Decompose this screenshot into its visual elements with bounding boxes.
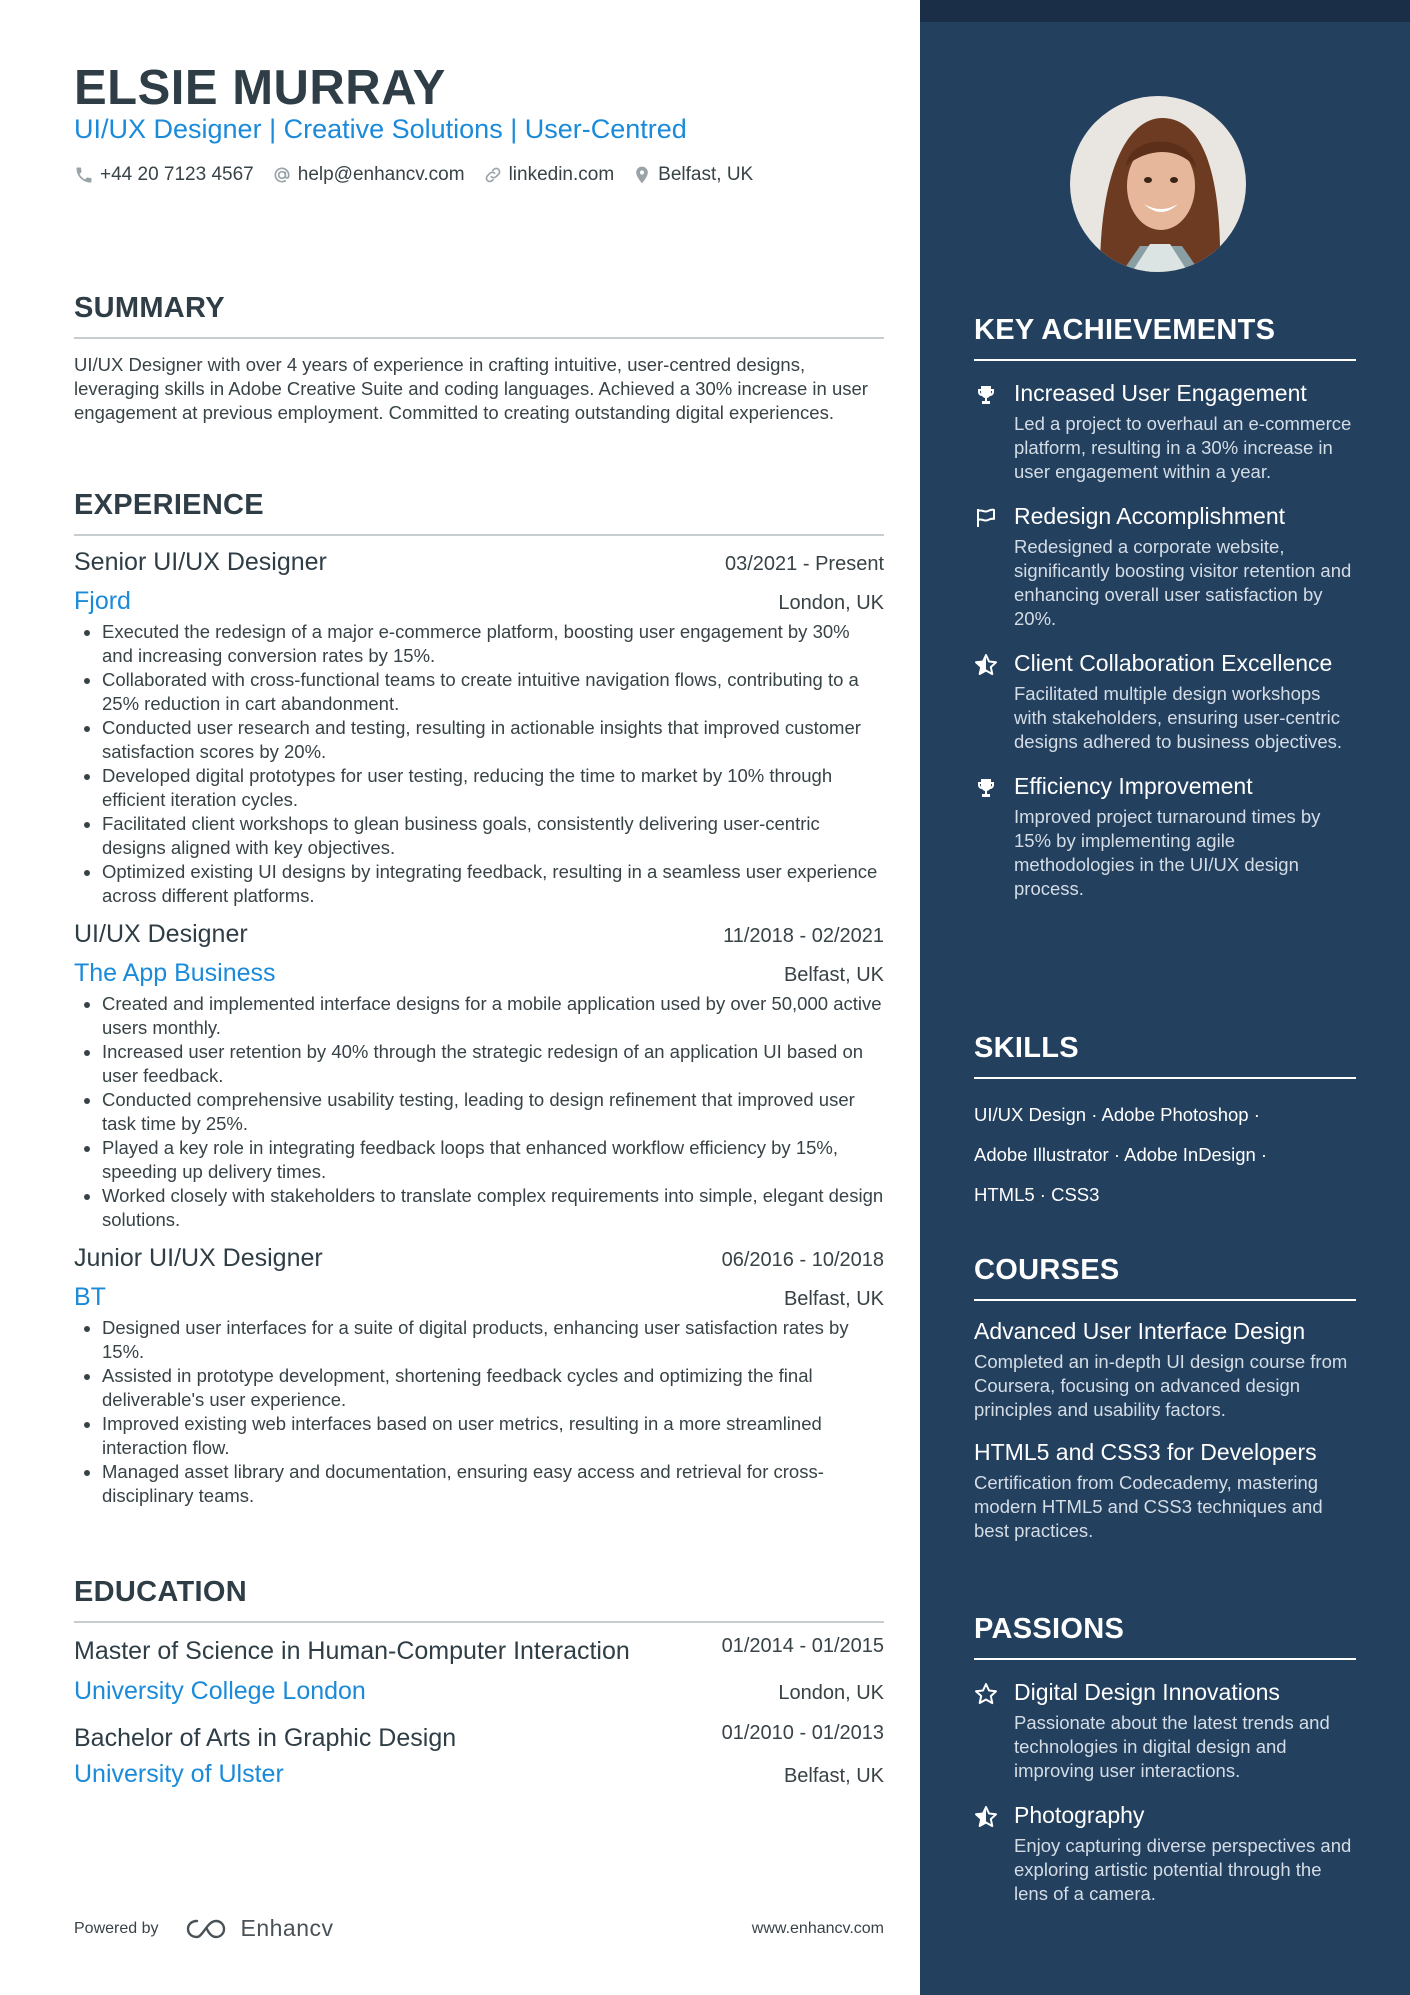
job-company: The App Business: [74, 959, 276, 987]
at-icon: [272, 165, 292, 185]
achievement-item: [974, 772, 1356, 901]
contact-location: [632, 164, 753, 186]
school-location: London, UK: [778, 1682, 884, 1704]
job-entry: [74, 1244, 884, 1508]
passion-item: [974, 1801, 1356, 1906]
job-location: Belfast, UK: [783, 1288, 884, 1310]
contact-bar: [74, 164, 753, 186]
education-entry: [74, 1722, 884, 1789]
profile-photo: [1070, 96, 1246, 272]
courses-title: COURSES: [974, 1254, 1356, 1301]
passion-desc: Enjoy capturing diverse perspectives and exploring artistic potential through the lens of a camera.: [1014, 1835, 1352, 1904]
phone-icon: [74, 165, 94, 185]
achievement-desc: Redesigned a corporate website, significantly boosting visitor retention and enhancing overall user satisfaction by 20%.: [1014, 536, 1352, 629]
courses-section: [974, 1254, 1356, 1543]
linkedin-text: linkedin.com: [508, 164, 615, 185]
school-location: Belfast, UK: [783, 1765, 884, 1787]
job-location: London, UK: [778, 592, 884, 614]
education-title: EDUCATION: [74, 1576, 884, 1623]
job-title: Senior UI/UX Designer: [74, 548, 327, 576]
summary-title: SUMMARY: [74, 292, 884, 339]
trophy-icon: [974, 776, 998, 800]
skills-section: [974, 1032, 1356, 1215]
flag-icon: [974, 506, 998, 530]
trophy-icon: [974, 383, 998, 407]
footer: [74, 1915, 884, 1942]
achievement-item: [974, 379, 1356, 484]
achievement-desc: Led a project to overhaul an e-commerce platform, resulting in a 30% increase in user engagement within a year.: [1014, 413, 1352, 482]
course-item: [974, 1438, 1356, 1543]
contact-linkedin[interactable]: [483, 164, 615, 186]
powered-by: [74, 1915, 334, 1942]
phone-text: +44 20 7123 4567: [100, 164, 254, 185]
enhancv-logo[interactable]: [185, 1915, 334, 1942]
website-link[interactable]: www.enhancv.com: [751, 1919, 884, 1937]
course-desc: Certification from Codecademy, mastering modern HTML5 and CSS3 techniques and best practices.: [974, 1472, 1323, 1541]
bullet-item: • Optimized existing UI designs by integrating feedback, resulting in a seamless user experience across different platforms.: [102, 860, 884, 908]
job-date: 03/2021 - Present: [725, 553, 884, 575]
bullet-item: • Increased user retention by 40% through the strategic redesign of an application UI based on user feedback.: [102, 1040, 884, 1088]
education-date: 01/2014 - 01/2015: [721, 1635, 884, 1657]
contact-email[interactable]: [272, 164, 465, 186]
achievement-item: [974, 502, 1356, 631]
course-title: Advanced User Interface Design: [974, 1318, 1306, 1344]
powered-by-label: Powered by: [74, 1919, 159, 1937]
headline: UI/UX Designer | Creative Solutions | User-Centred: [74, 114, 687, 144]
achievements-title: KEY ACHIEVEMENTS: [974, 314, 1356, 361]
bullet-item: • Facilitated client workshops to glean business goals, consistently delivering user-centric designs aligned with key objectives.: [102, 812, 884, 860]
star-half-icon: [974, 653, 998, 677]
bullet-item: • Executed the redesign of a major e-commerce platform, boosting user engagement by 30% and increasing conversion rates by 15%.: [102, 620, 884, 668]
bullet-item: • Managed asset library and documentation, ensuring easy access and retrieval for cross-disciplinary teams.: [102, 1460, 884, 1508]
achievement-title: Efficiency Improvement: [1014, 773, 1253, 799]
job-bullets: [74, 620, 884, 908]
passion-title: Digital Design Innovations: [1014, 1679, 1280, 1705]
email-text: help@enhancv.com: [297, 164, 465, 185]
contact-phone[interactable]: [74, 164, 254, 186]
bullet-item: • Conducted comprehensive usability testing, leading to design refinement that improved user task time by 25%.: [102, 1088, 884, 1136]
bullet-item: • Collaborated with cross-functional teams to create intuitive navigation flows, contributing to a 25% reduction in cart abandonment.: [102, 668, 884, 716]
portrait-image: [1070, 96, 1246, 272]
passion-desc: Passionate about the latest trends and technologies in digital design and improving user interactions.: [1014, 1712, 1330, 1781]
achievement-title: Client Collaboration Excellence: [1014, 650, 1333, 676]
bullet-item: • Created and implemented interface designs for a mobile application used by over 50,000 active users monthly.: [102, 992, 884, 1040]
summary-section: [74, 292, 884, 425]
bullet-item: • Developed digital prototypes for user testing, reducing the time to market by 10% through efficient iteration cycles.: [102, 764, 884, 812]
achievement-title: Redesign Accomplishment: [1014, 503, 1286, 529]
course-title: HTML5 and CSS3 for Developers: [974, 1439, 1317, 1465]
sidebar: [920, 0, 1410, 1995]
star-half-icon: [974, 1805, 998, 1829]
job-date: 06/2016 - 10/2018: [721, 1249, 884, 1271]
star-outline-icon: [974, 1682, 998, 1706]
job-title: UI/UX Designer: [74, 920, 248, 948]
school-name: University of Ulster: [74, 1760, 284, 1788]
summary-text: UI/UX Designer with over 4 years of experience in crafting intuitive, user-centred designs, leveraging skills in Adobe Creative Suite and coding languages. Achieved a 30% increase in user engagement at previous employment. Committed to creating outstanding digital experiences.: [74, 354, 868, 423]
bullet-item: • Worked closely with stakeholders to translate complex requirements into simple, elegant design solutions.: [102, 1184, 884, 1232]
job-location: Belfast, UK: [783, 964, 884, 986]
course-desc: Completed an in-depth UI design course from Coursera, focusing on advanced design principles and usability factors.: [974, 1351, 1348, 1420]
achievement-title: Increased User Engagement: [1014, 380, 1307, 406]
passion-title: Photography: [1014, 1802, 1145, 1828]
job-entry: [74, 920, 884, 1232]
link-icon: [483, 165, 503, 185]
degree-title: Master of Science in Human-Computer Interaction: [74, 1637, 630, 1665]
candidate-name: ELSIE MURRAY: [74, 61, 446, 115]
degree-title: Bachelor of Arts in Graphic Design: [74, 1724, 457, 1752]
education-section: [74, 1576, 884, 1789]
passions-section: [974, 1613, 1356, 1906]
job-bullets: [74, 1316, 884, 1508]
experience-title: EXPERIENCE: [74, 489, 884, 536]
school-name: University College London: [74, 1677, 366, 1705]
passion-item: [974, 1678, 1356, 1783]
job-company: BT: [74, 1283, 106, 1311]
passions-title: PASSIONS: [974, 1613, 1356, 1660]
achievements-section: [974, 314, 1356, 901]
job-company: Fjord: [74, 587, 131, 615]
experience-section: [74, 489, 884, 1508]
achievement-item: [974, 649, 1356, 754]
job-title: Junior UI/UX Designer: [74, 1244, 323, 1272]
bullet-item: • Assisted in prototype development, shortening feedback cycles and optimizing the final deliverable's user experience.: [102, 1364, 884, 1412]
bullet-item: • Conducted user research and testing, resulting in actionable insights that improved customer satisfaction scores by 20%.: [102, 716, 884, 764]
education-date: 01/2010 - 01/2013: [721, 1722, 884, 1744]
achievement-desc: Improved project turnaround times by 15% by implementing agile methodologies in the UI/UX design process.: [1014, 806, 1321, 899]
job-entry: [74, 548, 884, 908]
skills-list: UI/UX Design · Adobe Photoshop · Adobe Illustrator · Adobe InDesign · HTML5 · CSS3: [974, 1104, 1268, 1205]
course-item: [974, 1317, 1356, 1422]
achievement-desc: Facilitated multiple design workshops with stakeholders, ensuring user-centric designs adhered to business objectives.: [1014, 683, 1343, 752]
infinity-logo-icon: [185, 1917, 231, 1941]
location-pin-icon: [632, 165, 652, 185]
job-bullets: [74, 992, 884, 1232]
bullet-item: • Improved existing web interfaces based on user metrics, resulting in a more streamlined interaction flow.: [102, 1412, 884, 1460]
bullet-item: • Designed user interfaces for a suite of digital products, enhancing user satisfaction rates by 15%.: [102, 1316, 884, 1364]
location-text: Belfast, UK: [658, 164, 754, 185]
job-date: 11/2018 - 02/2021: [723, 925, 884, 947]
brand-name: Enhancv: [240, 1915, 334, 1941]
skills-title: SKILLS: [974, 1032, 1356, 1079]
education-entry: [74, 1635, 884, 1706]
bullet-item: • Played a key role in integrating feedback loops that enhanced workflow efficiency by 15%, speeding up delivery times.: [102, 1136, 884, 1184]
